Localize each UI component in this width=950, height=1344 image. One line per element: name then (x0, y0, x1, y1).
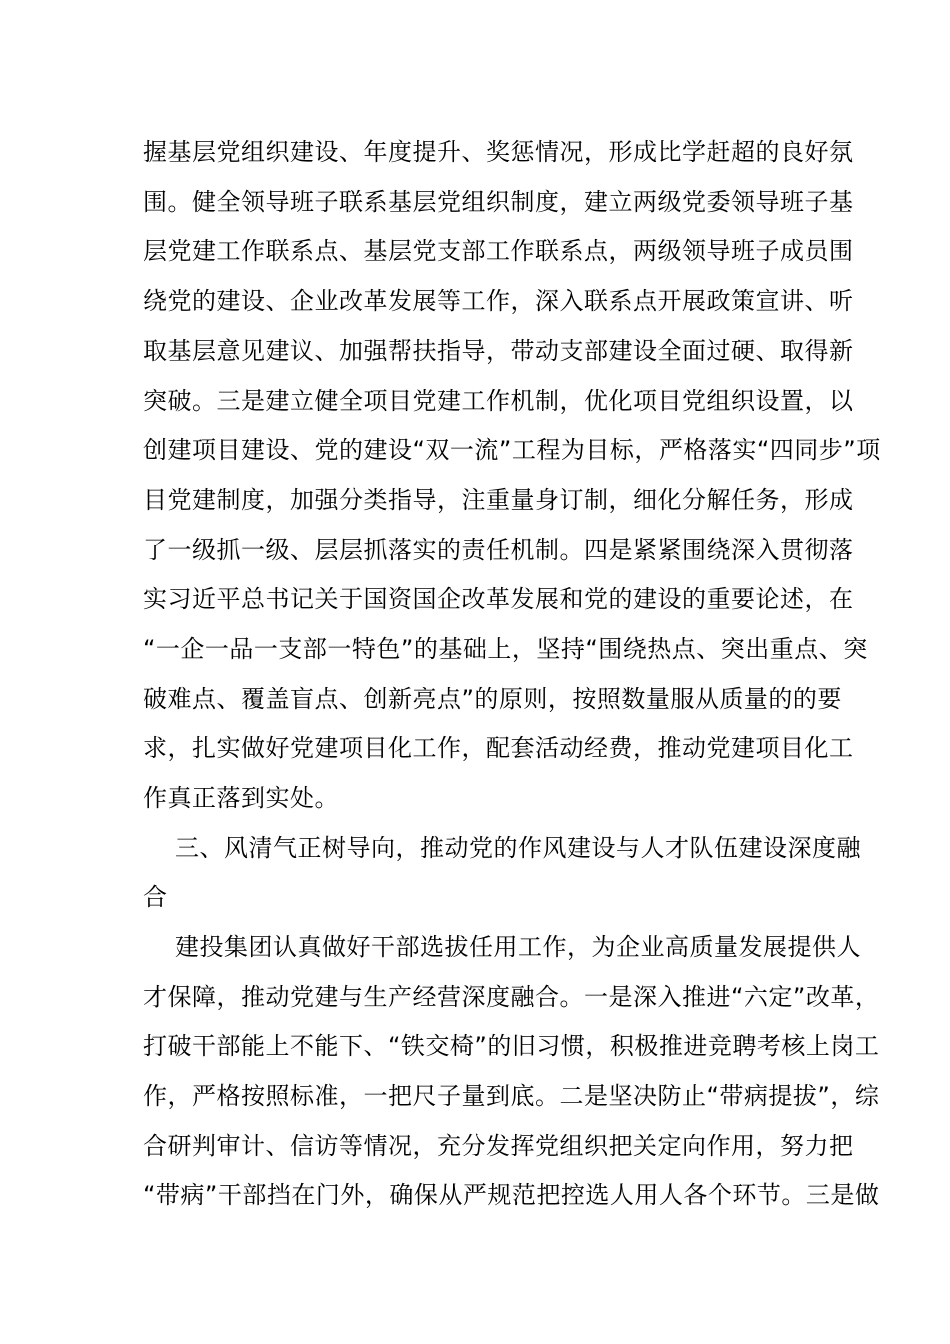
text-line: 实习近平总书记关于国资国企改革发展和党的建设的重要论述，在 (143, 585, 854, 613)
text-line: 作真正落到实处。 (143, 784, 339, 812)
text-line: 握基层党组织建设、年度提升、奖惩情况，形成比学赶超的良好氛 (143, 138, 854, 166)
text-line: 作，严格按照标准，一把尺子量到底。二是坚决防止“带病提拔”，综 (143, 1082, 880, 1110)
text-line: 合研判审计、信访等情况，充分发挥党组织把关定向作用，努力把 (143, 1132, 854, 1160)
text-line: “一企一品一支部一特色”的基础上，坚持“围绕热点、突出重点、突 (143, 635, 868, 663)
text-line: 创建项目建设、党的建设“双一流”工程为目标，严格落实“四同步”项 (143, 436, 881, 464)
text-line: 围。健全领导班子联系基层党组织制度，建立两级党委领导班子基 (143, 188, 854, 216)
text-line: 打破干部能上不能下、“铁交椅”的旧习惯，积极推进竞聘考核上岗工 (143, 1032, 880, 1060)
text-line: 破难点、覆盖盲点、创新亮点”的原则，按照数量服从质量的的要 (143, 685, 842, 713)
text-line: 层党建工作联系点、基层党支部工作联系点，两级领导班子成员围 (143, 237, 854, 265)
heading-line: 合 (143, 883, 168, 911)
text-line: 取基层意见建议、加强帮扶指导，带动支部建设全面过硬、取得新 (143, 337, 854, 365)
text-line: 才保障，推动党建与生产经营深度融合。一是深入推进“六定”改革， (143, 983, 880, 1011)
text-line: 目党建制度，加强分类指导，注重量身订制，细化分解任务，形成 (143, 486, 854, 514)
text-line: 突破。三是建立健全项目党建工作机制，优化项目党组织设置，以 (143, 387, 854, 415)
text-line: 建投集团认真做好干部选拔任用工作，为企业高质量发展提供人 (175, 933, 861, 961)
text-line: 求，扎实做好党建项目化工作，配套活动经费，推动党建项目化工 (143, 734, 854, 762)
text-line: 了一级抓一级、层层抓落实的责任机制。四是紧紧围绕深入贯彻落 (143, 536, 854, 564)
text-line: 绕党的建设、企业改革发展等工作，深入联系点开展政策宣讲、听 (143, 287, 854, 315)
heading-line: 三、风清气正树导向，推动党的作风建设与人才队伍建设深度融 (175, 834, 861, 862)
text-line: “带病”干部挡在门外，确保从严规范把控选人用人各个环节。三是做 (143, 1181, 880, 1209)
